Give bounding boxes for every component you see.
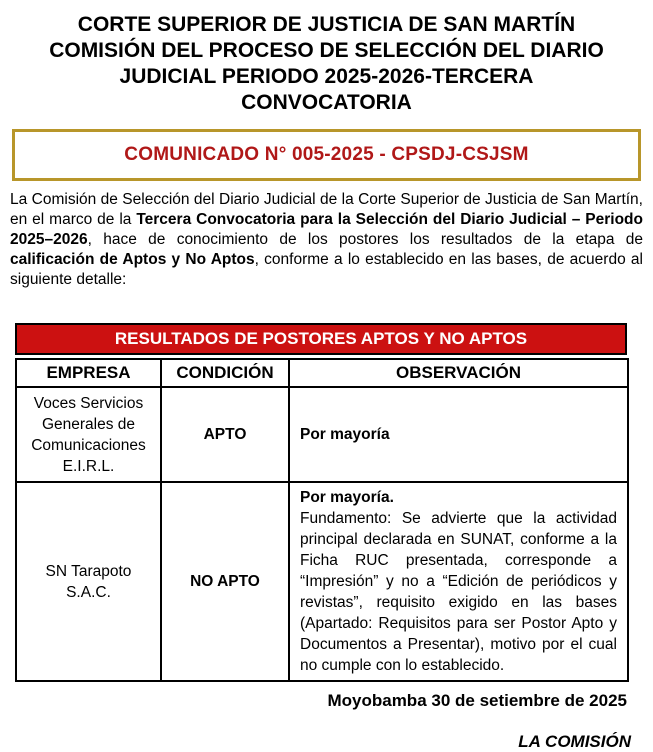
document-date: Moyobamba 30 de setiembre de 2025 [327,691,627,710]
title-line-4: CONVOCATORIA [241,91,412,114]
document-title [10,12,643,116]
results-table [15,358,629,682]
intro-segment: , hace de conocimiento de los postores los resultados de la etapa de [87,231,643,248]
empresa-cell: SN Tarapoto S.A.C. [16,482,161,681]
intro-segment: La Comisión de Selección del Diario Judicial de la Corte Superior de Justicia de San Martín, en el marco de la [10,191,643,228]
title-line-3: JUDICIAL PERIODO 2025-2026-TERCERA [119,65,534,88]
results-table-section [15,323,627,682]
observacion-cell [289,482,628,681]
comunicado-number: COMUNICADO N° 005-2025 - CPSDJ-CSJSM [124,144,529,165]
intro-segment-bold: calificación de Aptos y No Aptos [10,251,255,268]
column-header-empresa: EMPRESA [16,359,161,387]
title-line-1: CORTE SUPERIOR DE JUSTICIA DE SAN MARTÍN [77,13,576,36]
intro-segment: , conforme a lo establecido en las bases, de acuerdo al siguiente detalle: [10,251,643,288]
table-header-row [16,359,628,387]
table-row [16,387,628,482]
condicion-cell: NO APTO [161,482,289,681]
column-header-condicion: CONDICIÓN [161,359,289,387]
condicion-cell: APTO [161,387,289,482]
comunicado-box [12,129,641,181]
empresa-cell: Voces Servicios Generales de Comunicaciones E.I.R.L. [16,387,161,482]
intro-segment-bold: Tercera Convocatoria para la Selección del Diario Judicial – Periodo 2025–2026 [10,211,643,248]
results-banner: RESULTADOS DE POSTORES APTOS Y NO APTOS [15,323,627,355]
intro-paragraph [10,190,643,290]
observacion-body: Fundamento: Se advierte que la actividad principal declarada en SUNAT, conforme a la Ficha RUC presentada, corresponde a “Impresión” y no a “Edición de periódicos y revistas”, requisito exigido en las bases (Apartado: Requisitos para ser Postor Apto y Documentos a Presentar), motivo por el cual no cumple con lo establecido. [300,510,617,674]
observacion-lead: Por mayoría. [300,489,394,506]
column-header-observacion: OBSERVACIÓN [289,359,628,387]
signature: LA COMISIÓN [518,732,631,751]
title-line-2: COMISIÓN DEL PROCESO DE SELECCIÓN DEL DIARIO [49,39,604,62]
table-row [16,482,628,681]
observacion-cell: Por mayoría [289,387,628,482]
